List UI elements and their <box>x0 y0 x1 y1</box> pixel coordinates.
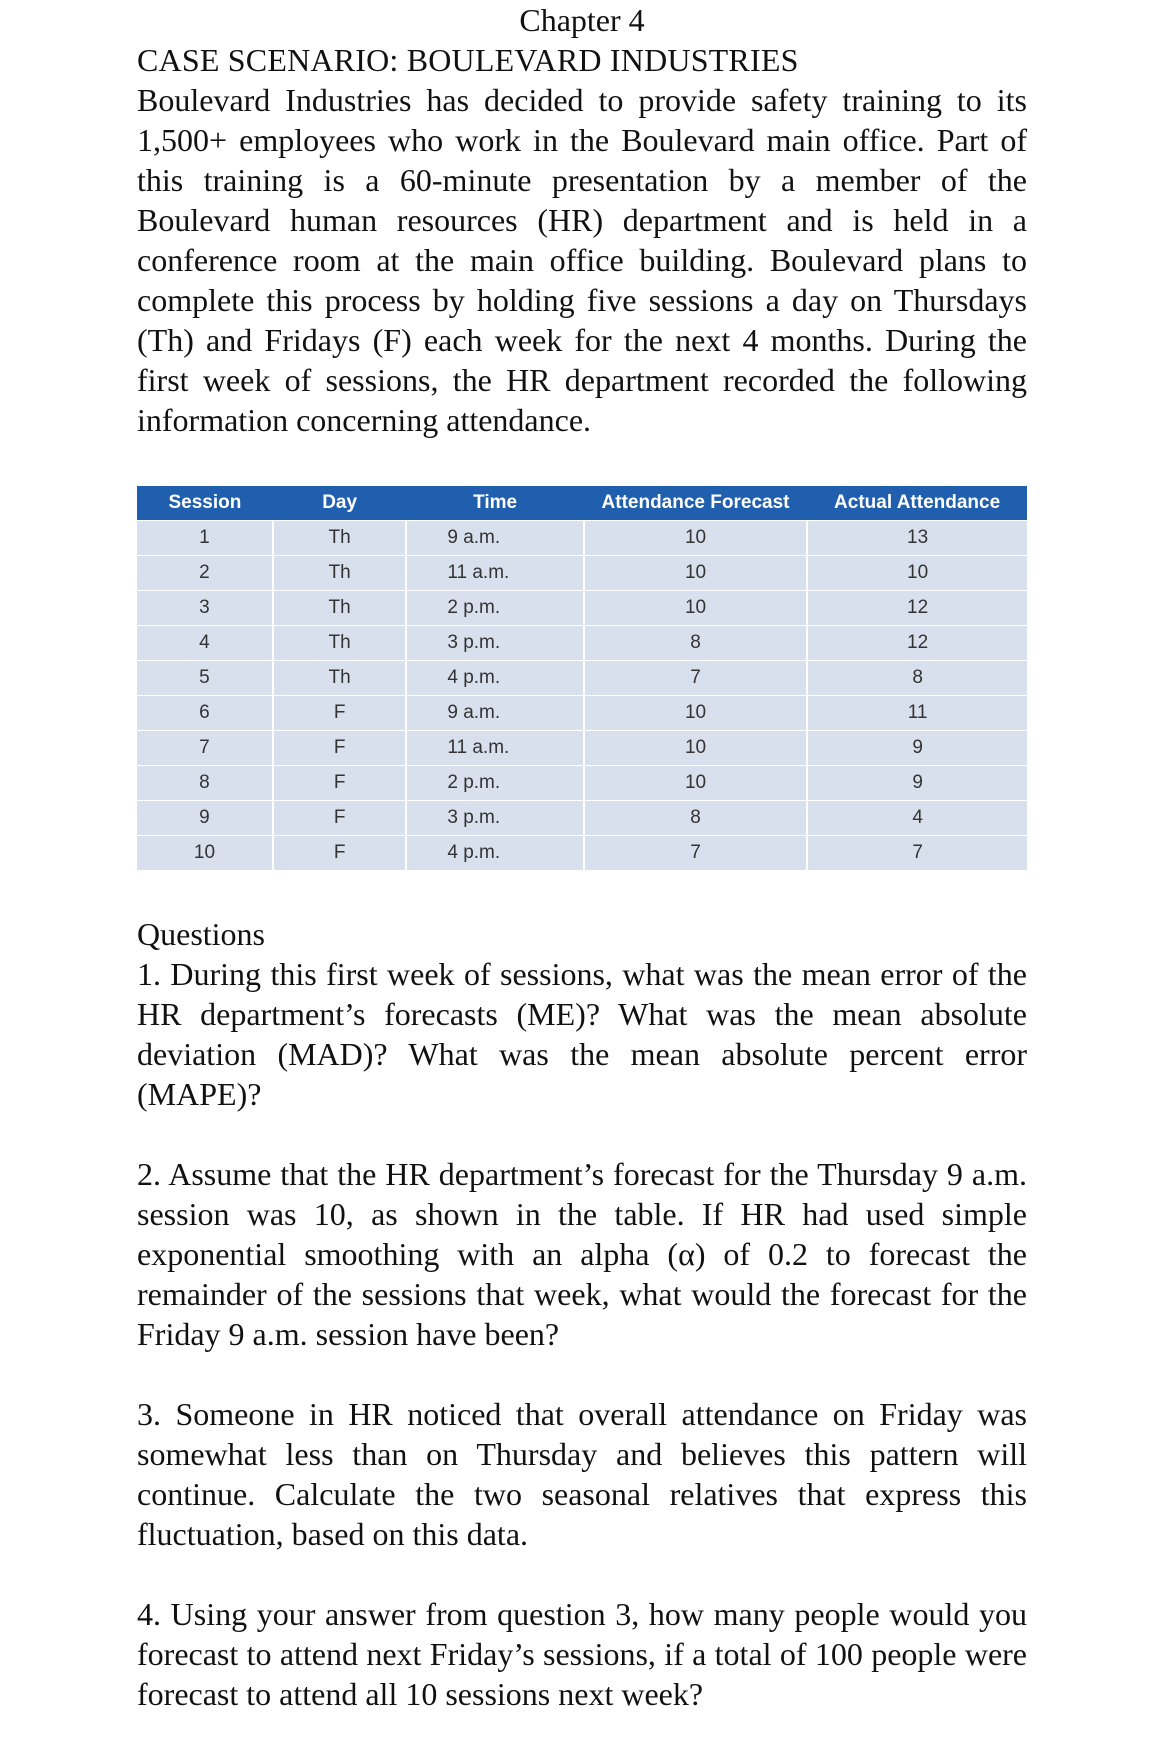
cell-forecast: 10 <box>584 591 807 626</box>
cell-forecast: 10 <box>584 521 807 556</box>
table-row <box>137 521 1027 556</box>
cell-forecast: 7 <box>584 661 807 696</box>
column-header-session: Session <box>137 486 273 521</box>
cell-session: 2 <box>137 556 273 591</box>
cell-day: Th <box>273 556 406 591</box>
cell-forecast: 10 <box>584 556 807 591</box>
column-header-time: Time <box>406 486 583 521</box>
cell-time: 4 p.m. <box>406 836 583 871</box>
cell-session: 9 <box>137 801 273 836</box>
cell-time: 2 p.m. <box>406 766 583 801</box>
question-4: 4. Using your answer from question 3, how many people would you forecast to attend next Friday’s sessions, if a total of 100 people were forecast to attend all 10 sessions next week? <box>137 1596 1027 1712</box>
cell-time: 3 p.m. <box>406 801 583 836</box>
table-row <box>137 801 1027 836</box>
chapter-heading: Chapter 4 <box>519 2 645 38</box>
attendance-table-container <box>137 486 1027 870</box>
cell-actual: 12 <box>807 626 1027 661</box>
cell-time: 9 a.m. <box>406 521 583 556</box>
cell-session: 7 <box>137 731 273 766</box>
table-row <box>137 731 1027 766</box>
table-row <box>137 591 1027 626</box>
cell-time: 2 p.m. <box>406 591 583 626</box>
attendance-table <box>137 486 1027 870</box>
cell-time: 9 a.m. <box>406 696 583 731</box>
cell-day: F <box>273 731 406 766</box>
question-2: 2. Assume that the HR department’s forecast for the Thursday 9 a.m. session was 10, as shown in the table. If HR had used simple exponential smoothing with an alpha (α) of 0.2 to forecast the remainder of the sessions that week, what would the forecast for the Friday 9 a.m. session have been? <box>137 1156 1027 1352</box>
cell-forecast: 10 <box>584 766 807 801</box>
cell-time: 3 p.m. <box>406 626 583 661</box>
cell-actual: 12 <box>807 591 1027 626</box>
column-header-actual: Actual Attendance <box>807 486 1027 521</box>
cell-actual: 13 <box>807 521 1027 556</box>
cell-session: 10 <box>137 836 273 871</box>
document-page <box>137 0 1027 1714</box>
cell-session: 8 <box>137 766 273 801</box>
cell-forecast: 10 <box>584 696 807 731</box>
cell-actual: 4 <box>807 801 1027 836</box>
cell-day: F <box>273 696 406 731</box>
question-3: 3. Someone in HR noticed that overall attendance on Friday was somewhat less than on Thursday and believes this pattern will continue. Calculate the two seasonal relatives that express this fluctuation, based on this data. <box>137 1396 1027 1552</box>
cell-actual: 7 <box>807 836 1027 871</box>
cell-day: F <box>273 836 406 871</box>
intro-paragraph: Boulevard Industries has decided to provide safety training to its 1,500+ employees who work in the Boulevard main office. Part of this training is a 60-minute presentation by a member of the Boulevard human resources (HR) department and is held in a conference room at the main office building. Boulevard plans to complete this process by holding five sessions a day on Thursdays (Th) and Fridays (F) each week for the next 4 months. During the first week of sessions, the HR department recorded the following information concerning attendance. <box>137 82 1027 438</box>
cell-session: 5 <box>137 661 273 696</box>
table-row <box>137 626 1027 661</box>
cell-session: 3 <box>137 591 273 626</box>
cell-time: 4 p.m. <box>406 661 583 696</box>
cell-actual: 9 <box>807 731 1027 766</box>
table-row <box>137 556 1027 591</box>
cell-forecast: 8 <box>584 801 807 836</box>
cell-actual: 11 <box>807 696 1027 731</box>
cell-day: F <box>273 801 406 836</box>
questions-section <box>137 914 1027 1714</box>
column-header-forecast: Attendance Forecast <box>584 486 807 521</box>
cell-time: 11 a.m. <box>406 556 583 591</box>
cell-actual: 8 <box>807 661 1027 696</box>
column-header-day: Day <box>273 486 406 521</box>
table-row <box>137 696 1027 731</box>
table-row <box>137 836 1027 871</box>
case-title: CASE SCENARIO: BOULEVARD INDUSTRIES <box>137 42 799 78</box>
table-row <box>137 661 1027 696</box>
cell-actual: 9 <box>807 766 1027 801</box>
table-header-row <box>137 486 1027 521</box>
cell-day: Th <box>273 521 406 556</box>
table-row <box>137 766 1027 801</box>
cell-day: F <box>273 766 406 801</box>
cell-session: 6 <box>137 696 273 731</box>
cell-day: Th <box>273 661 406 696</box>
cell-day: Th <box>273 591 406 626</box>
question-1: 1. During this first week of sessions, what was the mean error of the HR department’s forecasts (ME)? What was the mean absolute deviation (MAD)? What was the mean absolute percent error (MAPE)? <box>137 956 1027 1112</box>
cell-forecast: 10 <box>584 731 807 766</box>
cell-day: Th <box>273 626 406 661</box>
cell-time: 11 a.m. <box>406 731 583 766</box>
cell-actual: 10 <box>807 556 1027 591</box>
cell-forecast: 7 <box>584 836 807 871</box>
cell-forecast: 8 <box>584 626 807 661</box>
questions-heading: Questions <box>137 916 265 952</box>
cell-session: 1 <box>137 521 273 556</box>
cell-session: 4 <box>137 626 273 661</box>
